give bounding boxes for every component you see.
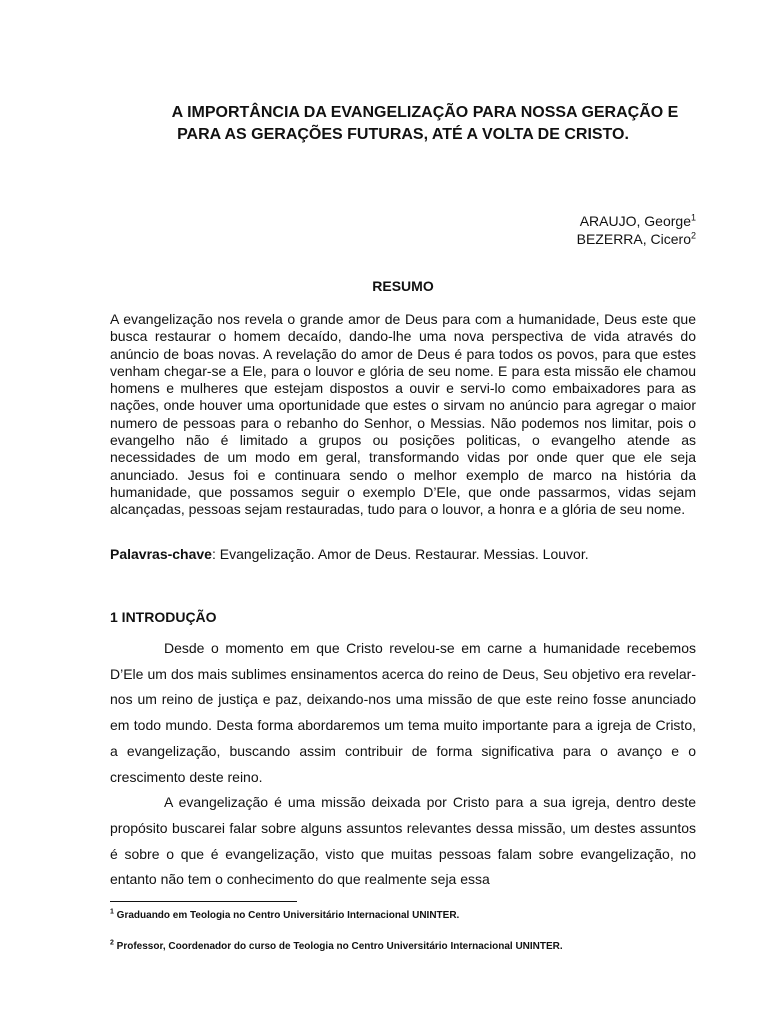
section-heading: 1 INTRODUÇÃO (110, 609, 217, 625)
footnote-mark: 2 (110, 939, 114, 947)
footnote-mark: 1 (110, 908, 114, 916)
author-line (577, 212, 696, 230)
document-title: A IMPORTÂNCIA DA EVANGELIZAÇÃO PARA NOSSA GERAÇÃO E PARA AS GERAÇÕES FUTURAS, ATÉ A VOLTA DE CRISTO. (171, 104, 679, 143)
author-name: ARAUJO, George (579, 213, 691, 229)
author-name: BEZERRA, Cicero (576, 231, 691, 247)
keywords-text: : Evangelização. Amor de Deus. Restaurar. Messias. Louvor. (211, 546, 589, 562)
abstract-text: A evangelização nos revela o grande amor de Deus para com a humanidade, Deus este que busca restaurar o homem decaído, dando-lhe uma nova perspectiva de vida através do anúncio de boas novas. A revelação do amor de Deus é para todos os povos, para que estes venham chegar-se a Ele, para o louvor e glória de seu nome. E para esta missão ele chamou homens e mulheres que estejam dispostos a ouvir e servi-lo como embaixadores para as nações, onde houver uma oportunidade que estes o sirvam no anúncio para agregar o maior numero de pessoas para o rebanho do Senhor, o Messias. Não podemos nos limitar, pois o evangelho não é limitado a grupos ou posições politicas, o evangelho atende as necessidades de um modo em geral, transformando vidas por onde quer que ele seja anunciado. Jesus foi e continuara sendo o melhor exemplo de marco na história da humanidade, que possamos seguir o exemplo D’Ele, que onde passarmos, vidas sejam alcançadas, pessoas sejam restauradas, tudo para o louvor, a honra e a glória de seu nome. (110, 311, 696, 518)
footnote-text: Professor, Coordenador do curso de Teologia no Centro Universitário Internacional UNINTER. (113, 941, 563, 952)
footnote-mark[interactable]: 2 (690, 230, 696, 241)
keywords (110, 545, 696, 563)
author-line (577, 230, 696, 248)
footnote-divider (110, 901, 297, 902)
footnote-text: Graduando em Teologia no Centro Universitário Internacional UNINTER. (113, 910, 460, 921)
paragraph: A evangelização é uma missão deixada por Cristo para a sua igreja, dentro deste propósito buscarei falar sobre alguns assuntos relevantes dessa missão, um destes assuntos é sobre o que é evangelização, visto que muitas pessoas falam sobre evangelização, no entanto não tem o conhecimento do que realmente seja essa (110, 794, 696, 888)
footnote (110, 909, 696, 922)
body-text (110, 636, 696, 893)
paragraph: Desde o momento em que Cristo revelou-se em carne a humanidade recebemos D’Ele um dos mais sublimes ensinamentos acerca do reino de Deus, Seu objetivo era revelar-nos um reino de justiça e paz, deixando-nos uma missão de que este reino fosse anunciado em todo mundo. Desta forma abordaremos um tema muito importante para a igreja de Cristo, a evangelização, buscando assim contribuir de forma significativa para o avanço e o crescimento deste reino. (110, 640, 696, 785)
keywords-label: Palavras-chave (110, 546, 212, 562)
footnote (110, 940, 696, 953)
footnote-mark[interactable]: 1 (690, 212, 696, 223)
author-list (577, 212, 696, 248)
abstract-heading: RESUMO (372, 278, 434, 294)
